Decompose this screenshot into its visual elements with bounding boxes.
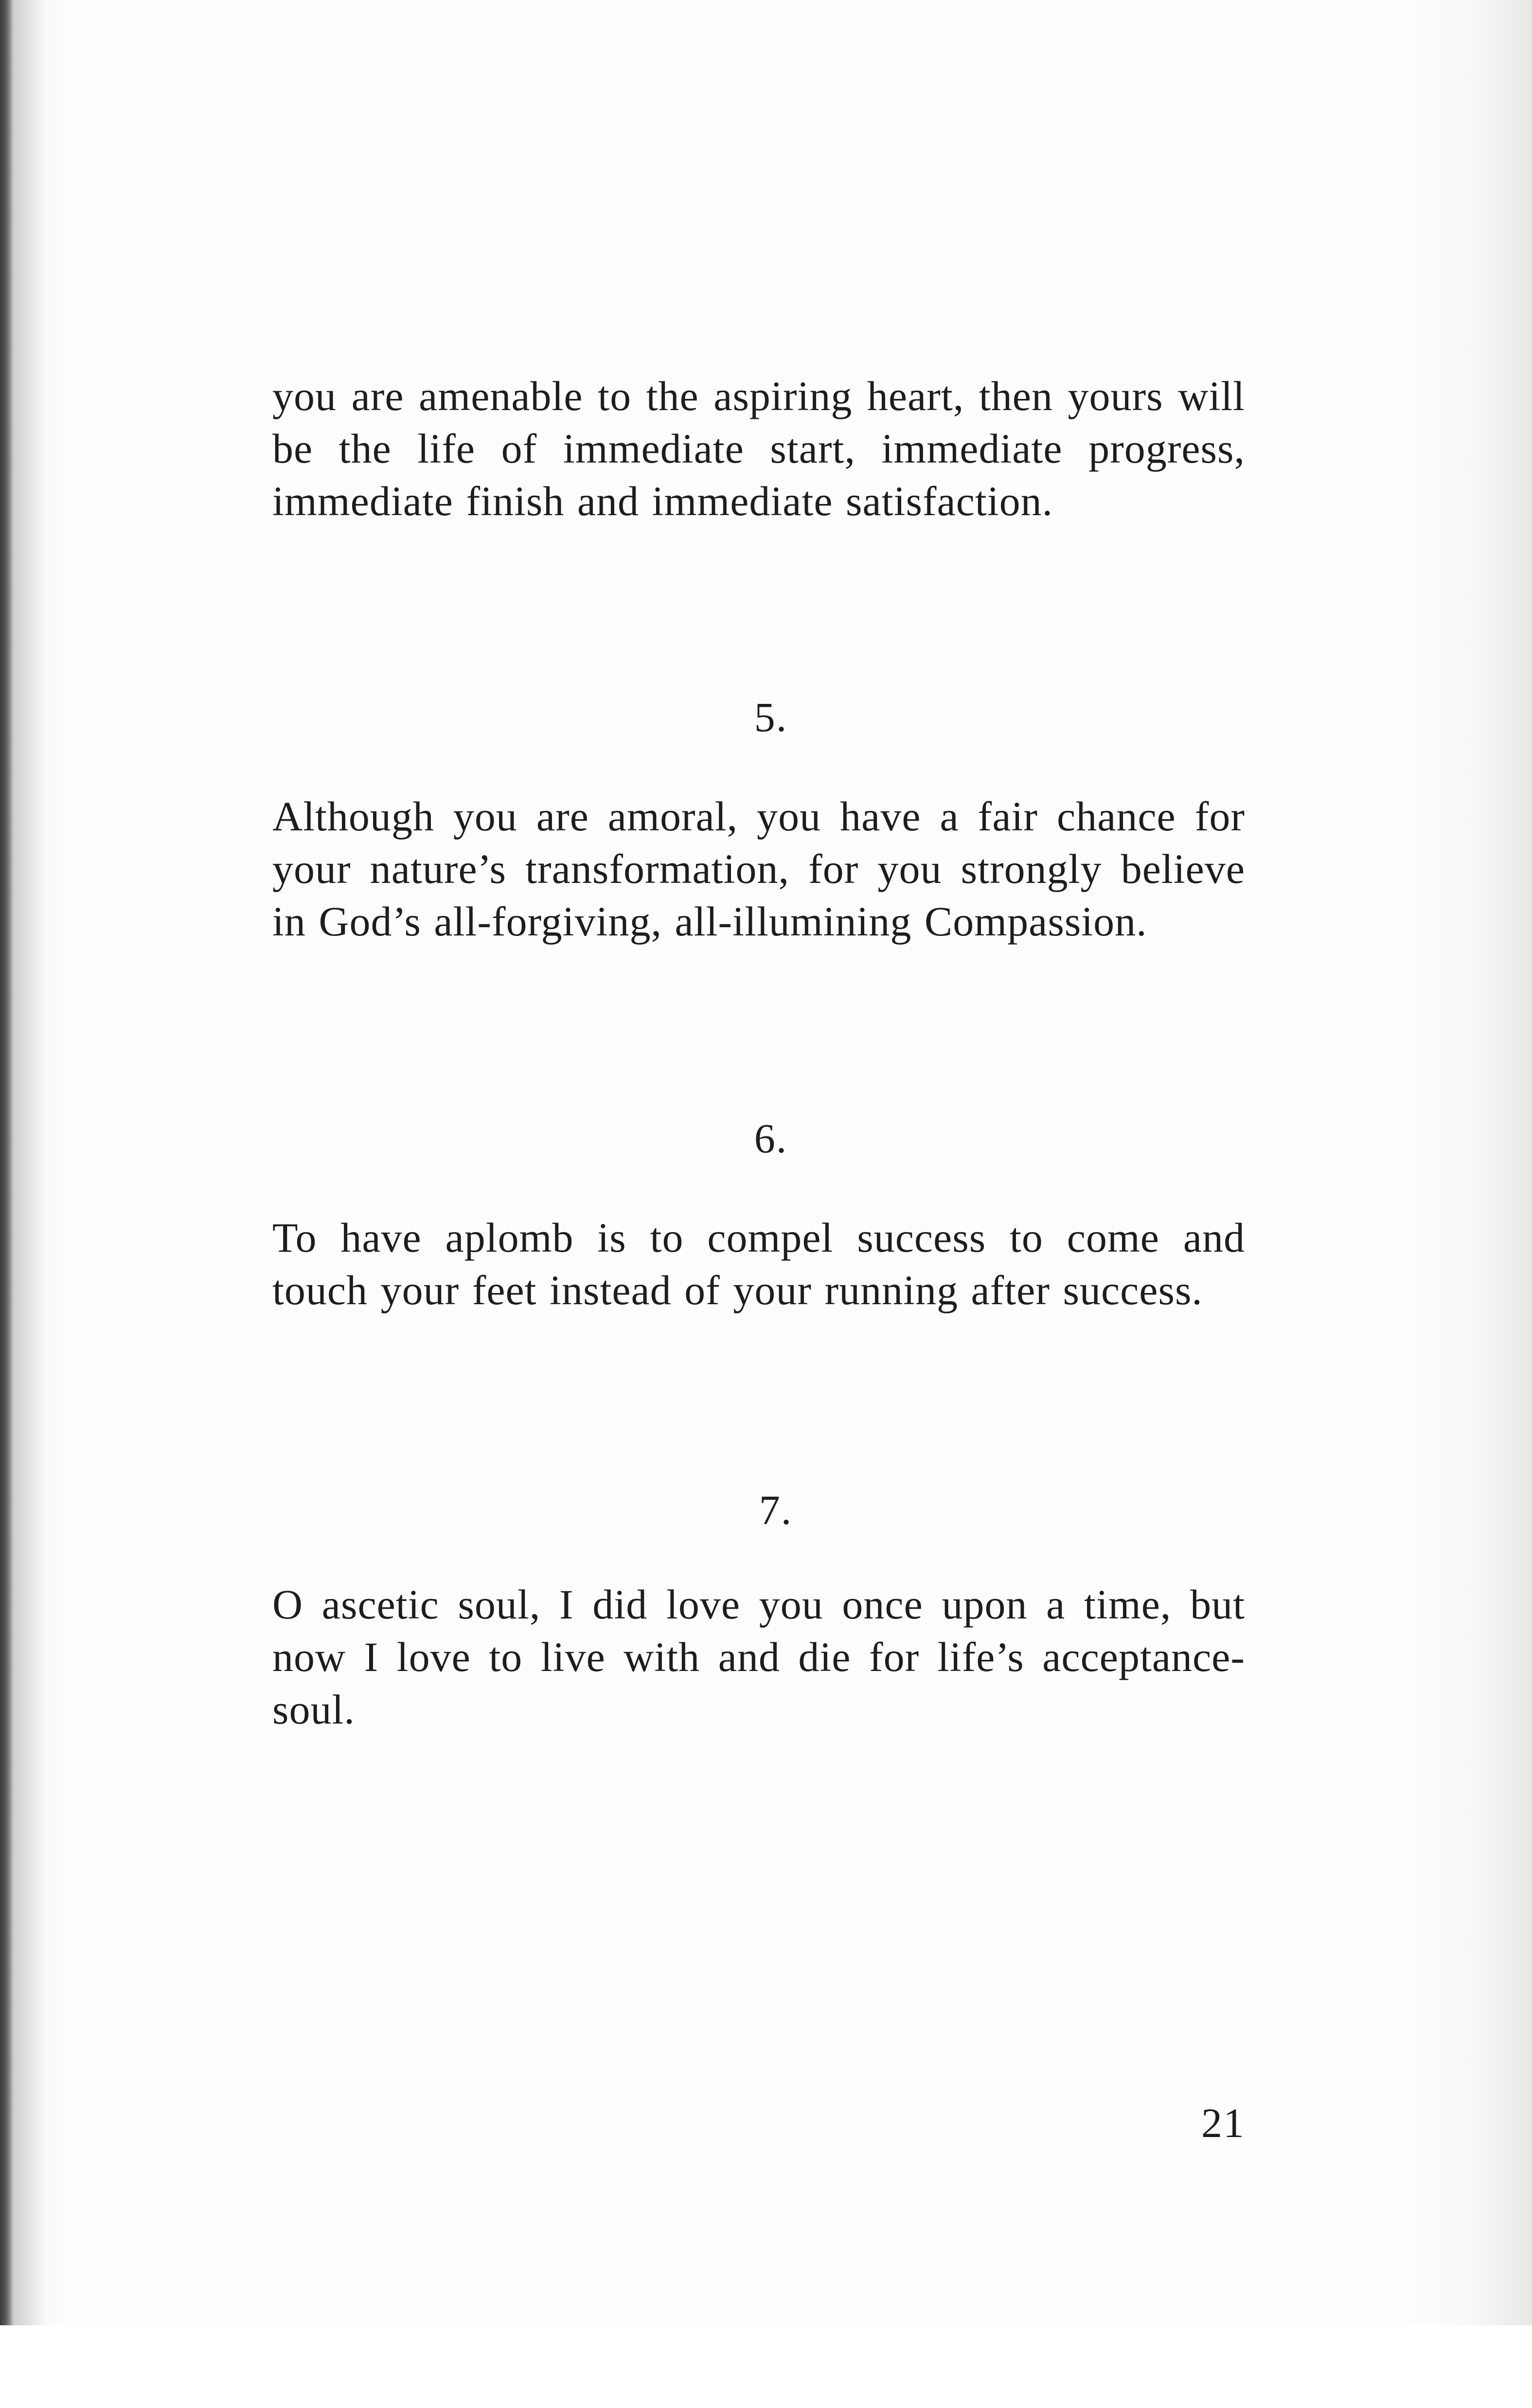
binding-edge [0, 0, 14, 2325]
section-text-5: Although you are amoral, you have a fair chance for your nature’s transformation, for you strongly believe in God’s all-forgiving, all-illumining Compassion. [272, 793, 1245, 945]
section-text-7: O ascetic soul, I did love you once upon a time, but now I love to live with and die for life’s acceptance-soul. [272, 1581, 1245, 1733]
section-number-7: 7. [759, 1487, 793, 1533]
section-text-6: To have aplomb is to compel success to come and touch your feet instead of your running after success. [272, 1214, 1245, 1313]
continued-paragraph: you are amenable to the aspiring heart, then yours will be the life of immediate start, immediate progress, immediate finish and immediate satisfaction. [272, 373, 1245, 524]
section-number-6: 6. [754, 1115, 788, 1162]
page-number: 21 [1201, 2100, 1245, 2146]
scan-bottom-margin [0, 2325, 1532, 2408]
section-number-5: 5. [754, 694, 788, 740]
binding-shadow [14, 0, 67, 2325]
right-margin-tint [1406, 0, 1532, 2325]
